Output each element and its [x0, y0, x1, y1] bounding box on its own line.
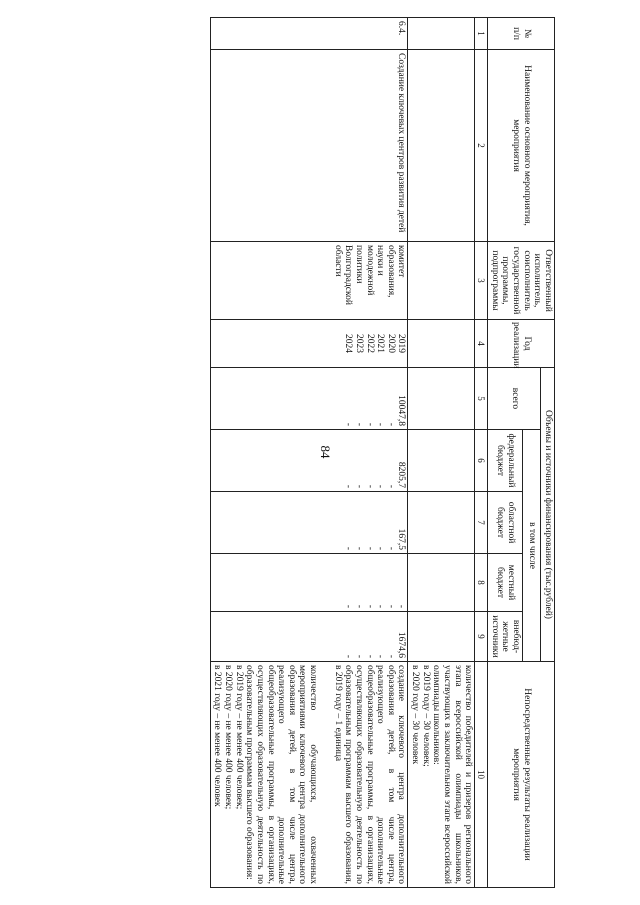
header-including: в том числе — [523, 430, 541, 662]
continuation-row — [408, 18, 475, 888]
header-regional: областной бюджет — [488, 492, 523, 554]
regional-value: - — [385, 546, 396, 550]
extrabudget-value: - — [385, 654, 396, 659]
result-line: в 2021 году – не менее 400 человек — [212, 665, 223, 807]
column-number: 1 — [475, 18, 488, 50]
federal-value: - — [385, 484, 396, 488]
total-value: - — [385, 422, 396, 426]
federal-value: - — [364, 484, 375, 488]
column-number: 2 — [475, 50, 488, 242]
extrabudget-value: - — [375, 654, 386, 659]
responsible-executor: комитет образования, науки и молодежной политики Волгоградской области — [210, 242, 408, 320]
previous-result-cell — [408, 662, 475, 888]
extrabudget-value: - — [353, 654, 364, 659]
years-cell — [210, 320, 408, 368]
total-cell — [210, 368, 408, 430]
extrabudget-cell — [210, 612, 408, 662]
header-federal: федеральный бюджет — [488, 430, 523, 492]
result-students-coverage: количество обучающихся, охваченных мероприятиями ключевого центра дополнительного образования детей, в том числе центра, реализующего дополнительные общеобразовательные программы, в организациях, осуществляющих образовательную деятельность по образовательным программам высшего образования: — [244, 665, 319, 885]
event-name: Создание ключевых центров развития детей — [210, 50, 408, 242]
regional-cell — [210, 492, 408, 554]
year-value: 2022 — [364, 334, 375, 353]
local-value: - — [353, 604, 364, 608]
column-number: 5 — [475, 368, 488, 430]
header-extrabudget: внебюд-жетные источники — [488, 612, 523, 662]
header-responsible: Ответственный исполнитель, соисполнитель государственной программы, подпрограммы — [488, 242, 555, 320]
financing-table — [210, 17, 555, 888]
regional-value: 167,5 — [396, 528, 407, 550]
column-number: 6 — [475, 430, 488, 492]
regional-value: - — [375, 546, 386, 550]
column-number-row — [475, 18, 488, 888]
federal-value: - — [353, 484, 364, 488]
previous-result-line: в 2019 году – 30 человек; — [420, 665, 431, 767]
header-total: всего — [488, 368, 541, 430]
regional-value: - — [343, 546, 354, 550]
table-row-6-4 — [210, 18, 408, 888]
total-value: - — [353, 422, 364, 426]
result-line: в 2019 году – не менее 400 человек; — [233, 665, 244, 810]
column-number: 9 — [475, 612, 488, 662]
previous-result-line: в 2020 году – 30 человек — [410, 665, 421, 765]
header-event-name: Наименование основного мероприятия, мероприятия — [488, 50, 555, 242]
column-number: 3 — [475, 242, 488, 320]
header-financing: Объемы и источники финансирования (тыс.рублей) — [541, 368, 555, 662]
result-line: в 2020 году – не менее 400 человек; — [223, 665, 234, 810]
regional-value: - — [353, 546, 364, 550]
column-number: 4 — [475, 320, 488, 368]
header-row-1 — [541, 18, 555, 888]
local-cell — [210, 554, 408, 612]
header-results: Непосредственные результаты реализации мероприятия — [488, 662, 555, 888]
year-value: 2023 — [353, 334, 364, 353]
local-value: - — [375, 604, 386, 608]
header-year: Год реализации — [488, 320, 555, 368]
regional-value: - — [364, 546, 375, 550]
row-number: 6.4. — [210, 18, 408, 50]
column-number: 8 — [475, 554, 488, 612]
federal-value: - — [375, 484, 386, 488]
extrabudget-value: 1674,6 — [396, 631, 407, 659]
total-value: - — [343, 422, 354, 426]
local-value: - — [385, 604, 396, 608]
total-value: - — [375, 422, 386, 426]
result-center-creation: создание ключевого центра дополнительного образования детей, в том числе центра, реализующего дополнительные общеобразовательные программы, в организациях, осуществляющих образовательную деятельность по образовательным программам высшего образования, в 2019 году – 1 единица — [332, 665, 407, 885]
results-cell — [210, 662, 408, 888]
local-value: - — [396, 604, 407, 608]
local-value: - — [364, 604, 375, 608]
previous-result-text: количество победителей и призеров регионального этапа всероссийской олимпиады школьников, участвующих в заключительном этапе всероссийской олимпиады школьников: — [431, 665, 474, 885]
header-local: местный бюджет — [488, 554, 523, 612]
column-number: 7 — [475, 492, 488, 554]
federal-value: - — [343, 484, 354, 488]
extrabudget-value: - — [364, 654, 375, 659]
federal-value: 8205,7 — [396, 461, 407, 488]
total-value: - — [364, 422, 375, 426]
year-value: 2019 — [396, 334, 407, 353]
year-value: 2020 — [385, 334, 396, 353]
year-value: 2024 — [343, 334, 354, 353]
year-value: 2021 — [375, 334, 386, 353]
total-value: 10047,8 — [396, 395, 407, 426]
local-value: - — [343, 604, 354, 608]
column-number: 10 — [475, 662, 488, 888]
page-number: 84 — [318, 445, 333, 459]
federal-cell — [210, 430, 408, 492]
header-num: № п/п — [488, 18, 555, 50]
document-sheet — [85, 17, 555, 887]
extrabudget-value: - — [343, 654, 354, 659]
